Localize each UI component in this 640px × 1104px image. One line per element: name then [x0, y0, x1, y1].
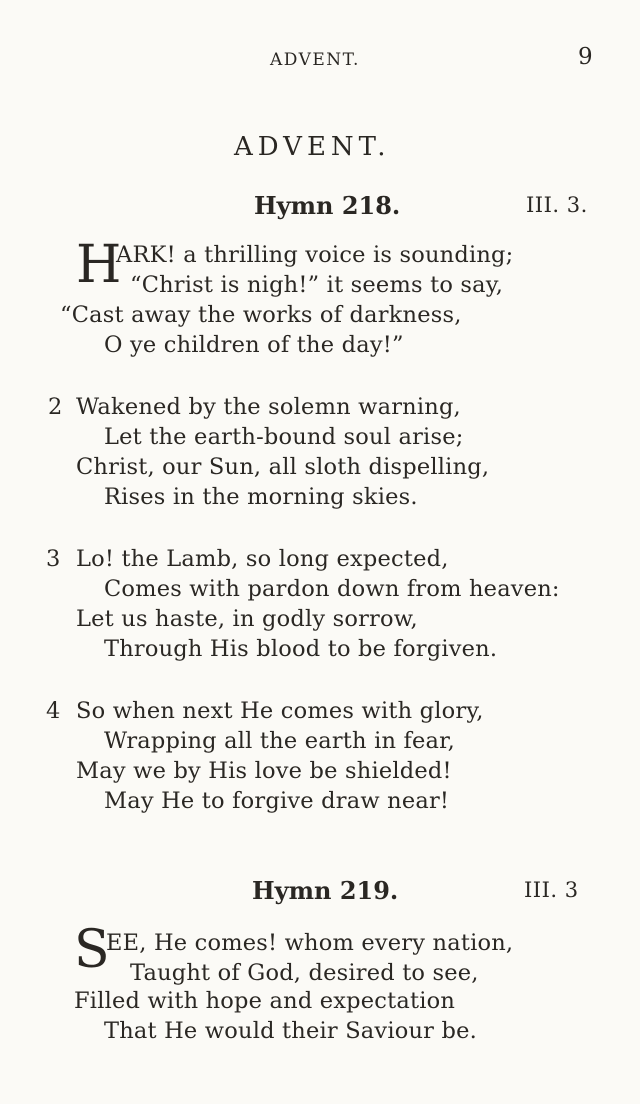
verse-line: “Cast away the works of darkness, — [60, 302, 462, 328]
verse-line: So when next He comes with glory, — [76, 698, 484, 724]
hymn-meter: III. 3 — [524, 878, 579, 902]
verse-line: ARK! a thrilling voice is sounding; — [116, 242, 514, 268]
verse-line: Through His blood to be forgiven. — [104, 636, 498, 662]
verse-line: Wakened by the solemn warning, — [76, 394, 461, 420]
verse-line: Let the earth-bound soul arise; — [104, 424, 464, 450]
verse-line: May He to forgive draw near! — [104, 788, 450, 814]
verse-line: Wrapping all the earth in fear, — [104, 728, 455, 754]
drop-cap: H — [76, 235, 122, 295]
verse-line: “Christ is nigh!” it seems to say, — [130, 272, 504, 298]
hymn-title: Hymn 218. — [254, 191, 401, 220]
verse-line: Taught of God, desired to see, — [130, 960, 479, 986]
verse-number: 2 — [48, 394, 63, 420]
section-title: ADVENT. — [234, 132, 391, 162]
verse-line: Rises in the morning skies. — [104, 484, 418, 510]
verse-line: EE, He comes! whom every nation, — [106, 930, 514, 956]
verse-line: Let us haste, in godly sorrow, — [76, 606, 418, 632]
drop-cap: S — [74, 920, 110, 980]
verse-line: May we by His love be shielded! — [76, 758, 452, 784]
verse-line: Lo! the Lamb, so long expected, — [76, 546, 449, 572]
verse-line: Comes with pardon down from heaven: — [104, 576, 560, 602]
verse-number: 3 — [46, 546, 61, 572]
verse-line: That He would their Saviour be. — [104, 1018, 477, 1044]
hymn-title: Hymn 219. — [252, 876, 399, 905]
verse-line: Christ, our Sun, all sloth dispelling, — [76, 454, 490, 480]
page-number: 9 — [578, 44, 593, 70]
hymn-meter: III. 3. — [526, 193, 588, 217]
running-head: ADVENT. — [270, 50, 360, 70]
verse-line: Filled with hope and expectation — [74, 988, 456, 1014]
verse-line: O ye children of the day!” — [104, 332, 404, 358]
verse-number: 4 — [46, 698, 61, 724]
